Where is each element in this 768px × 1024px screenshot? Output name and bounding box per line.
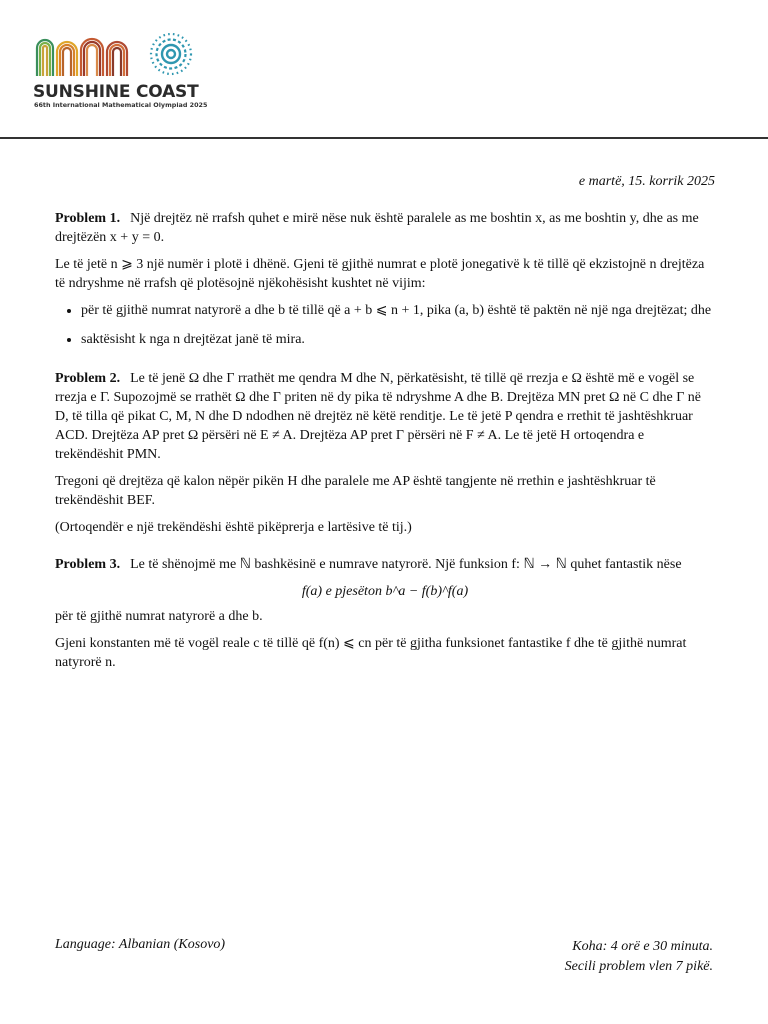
logo-subtitle: 66th International Mathematical Olympiad 2025 <box>34 101 208 109</box>
problem-1-paragraph-2: Le të jetë n ⩾ 3 një numër i plotë i dhënë. Gjeni të gjithë numrat e plotë jonegativë k të tillë që ekzistojnë n drejtëza të ndryshme në rrafsh që plotësojnë njëkohësisht kushtet në vijim: <box>55 257 705 291</box>
header <box>0 0 768 138</box>
problem-3-paragraph-1: Le të shënojmë me ℕ bashkësinë e numrave natyrorë. Një funksion f: ℕ → ℕ quhet fantastik nëse <box>130 557 682 572</box>
problem-2-note: (Ortoqendër e një trekëndëshi është pikëprerja e lartësive të tij.) <box>55 520 412 535</box>
exam-date: e martë, 15. korrik 2025 <box>578 174 715 189</box>
footer-language: Language: Albanian (Kosovo) <box>55 937 226 952</box>
problem-1-label: Problem 1. <box>55 211 121 226</box>
problem-3-paragraph-3: Gjeni konstanten më të vogël reale c të tillë që f(n) ⩽ cn për të gjitha funksionet fantastike f dhe të gjithë numrat natyrorë n. <box>55 636 687 670</box>
arches-icon <box>37 39 127 76</box>
problem-1-condition-1: • për të gjithë numrat natyrorë a dhe b të tillë që a + b ⩽ n + 1, pika (a, b) është të paktën në një nga drejtëzat; dhe <box>81 301 715 320</box>
problem-2 <box>55 369 715 537</box>
problem-1-statement <box>55 209 715 247</box>
problem-1-conditions <box>55 301 715 349</box>
sun-icon <box>151 34 191 74</box>
footer-info <box>565 937 713 977</box>
problem-2-paragraph-2: Tregoni që drejtëza që kalon nëpër pikën H dhe paralele me AP është tangjente në rrethin e jashtëshkruar të trekëndëshit BEF. <box>55 474 656 508</box>
footer-points: Secili problem vlen 7 pikë. <box>564 959 713 974</box>
problem-3-label: Problem 3. <box>55 557 121 572</box>
footer-time: Koha: 4 orë e 30 minuta. <box>572 939 713 954</box>
problem-3-formula: f(a) e pjesëton b^a − f(b)^f(a) <box>301 584 469 599</box>
problem-2-statement <box>55 369 715 464</box>
problem-3-paragraph-2: për të gjithë numrat natyrorë a dhe b. <box>55 609 263 624</box>
problem-1-condition-2: • saktësisht k nga n drejtëzat janë të mira. <box>81 330 715 349</box>
problem-3 <box>55 555 715 672</box>
problem-1 <box>55 209 715 349</box>
problem-3-statement <box>55 555 715 574</box>
header-divider <box>0 137 768 139</box>
logo-title: SUNSHINE COAST <box>33 82 199 102</box>
problem-sheet <box>55 172 715 680</box>
problem-2-label: Problem 2. <box>55 371 121 386</box>
problem-1-paragraph-1: Një drejtëz në rrafsh quhet e mirë nëse nuk është paralele as me boshtin x, as me boshtin y, dhe as me drejtëzën x + y = 0. <box>55 211 699 245</box>
problem-2-paragraph-1: Le të jenë Ω dhe Γ rrathët me qendra M dhe N, përkatësisht, të tillë që rrezja e Ω është më e vogël se rrezja e Γ. Supozojmë se rrathët Ω dhe Γ priten në dy pika të ndryshme A dhe B. Drejtëza MN pret Ω në C dhe Γ në D, të tilla që pikat C, M, N dhe D ndodhen në drejtëz në këtë renditje. Le të jetë P qendra e rrethit të jashtëshkruar ACD. Drejtëza AP pret Ω përsëri në E ≠ A. Drejtëza AP pret Γ përsëri në F ≠ A. Le të jetë H ortoqendra e trekëndëshit PMN. <box>55 371 701 462</box>
